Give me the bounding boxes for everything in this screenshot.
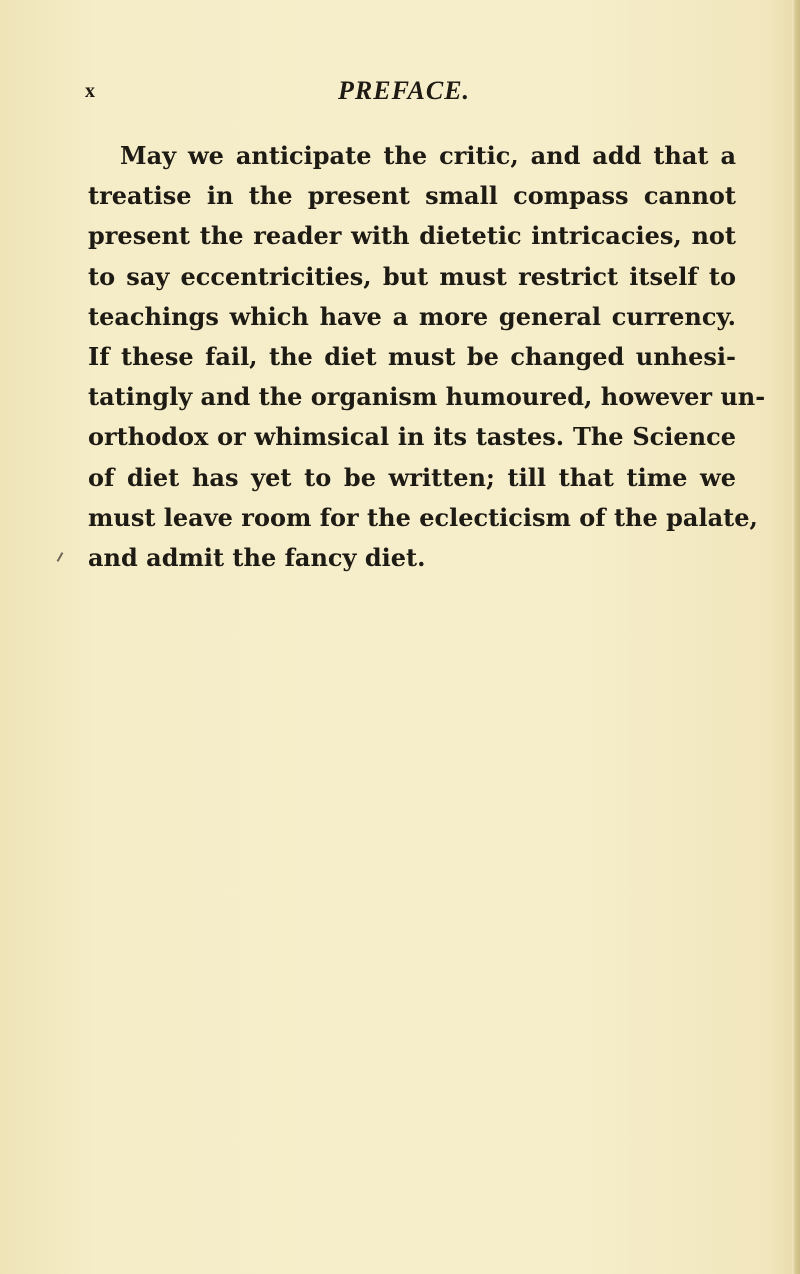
text-line: present the reader with dietetic intricacies, not [88,221,736,251]
text-line: and admit the fancy diet. [88,543,426,573]
text-line: treatise in the present small compass cannot [88,181,736,211]
page-edge [792,0,800,1274]
page-number: x [85,80,95,102]
running-title: PREFACE. [338,76,471,105]
text-line: of diet has yet to be written; till that time we [88,462,736,492]
text-line: orthodox or whimsical in its tastes. The Science [88,422,736,452]
margin-mark [57,552,64,562]
text-line: May we anticipate the critic, and add that a [120,141,736,170]
text-line: tatingly and the organism humoured, however un- [88,382,766,412]
page-header [0,76,800,116]
body-paragraph [88,136,766,578]
text-line: teachings which have a more general currency. [88,301,736,331]
text-line: If these fail, the diet must be changed unhesi- [88,342,736,372]
text-line: to say eccentricities, but must restrict itself to [88,261,736,291]
text-line: must leave room for the eclecticism of the palate, [88,502,758,532]
